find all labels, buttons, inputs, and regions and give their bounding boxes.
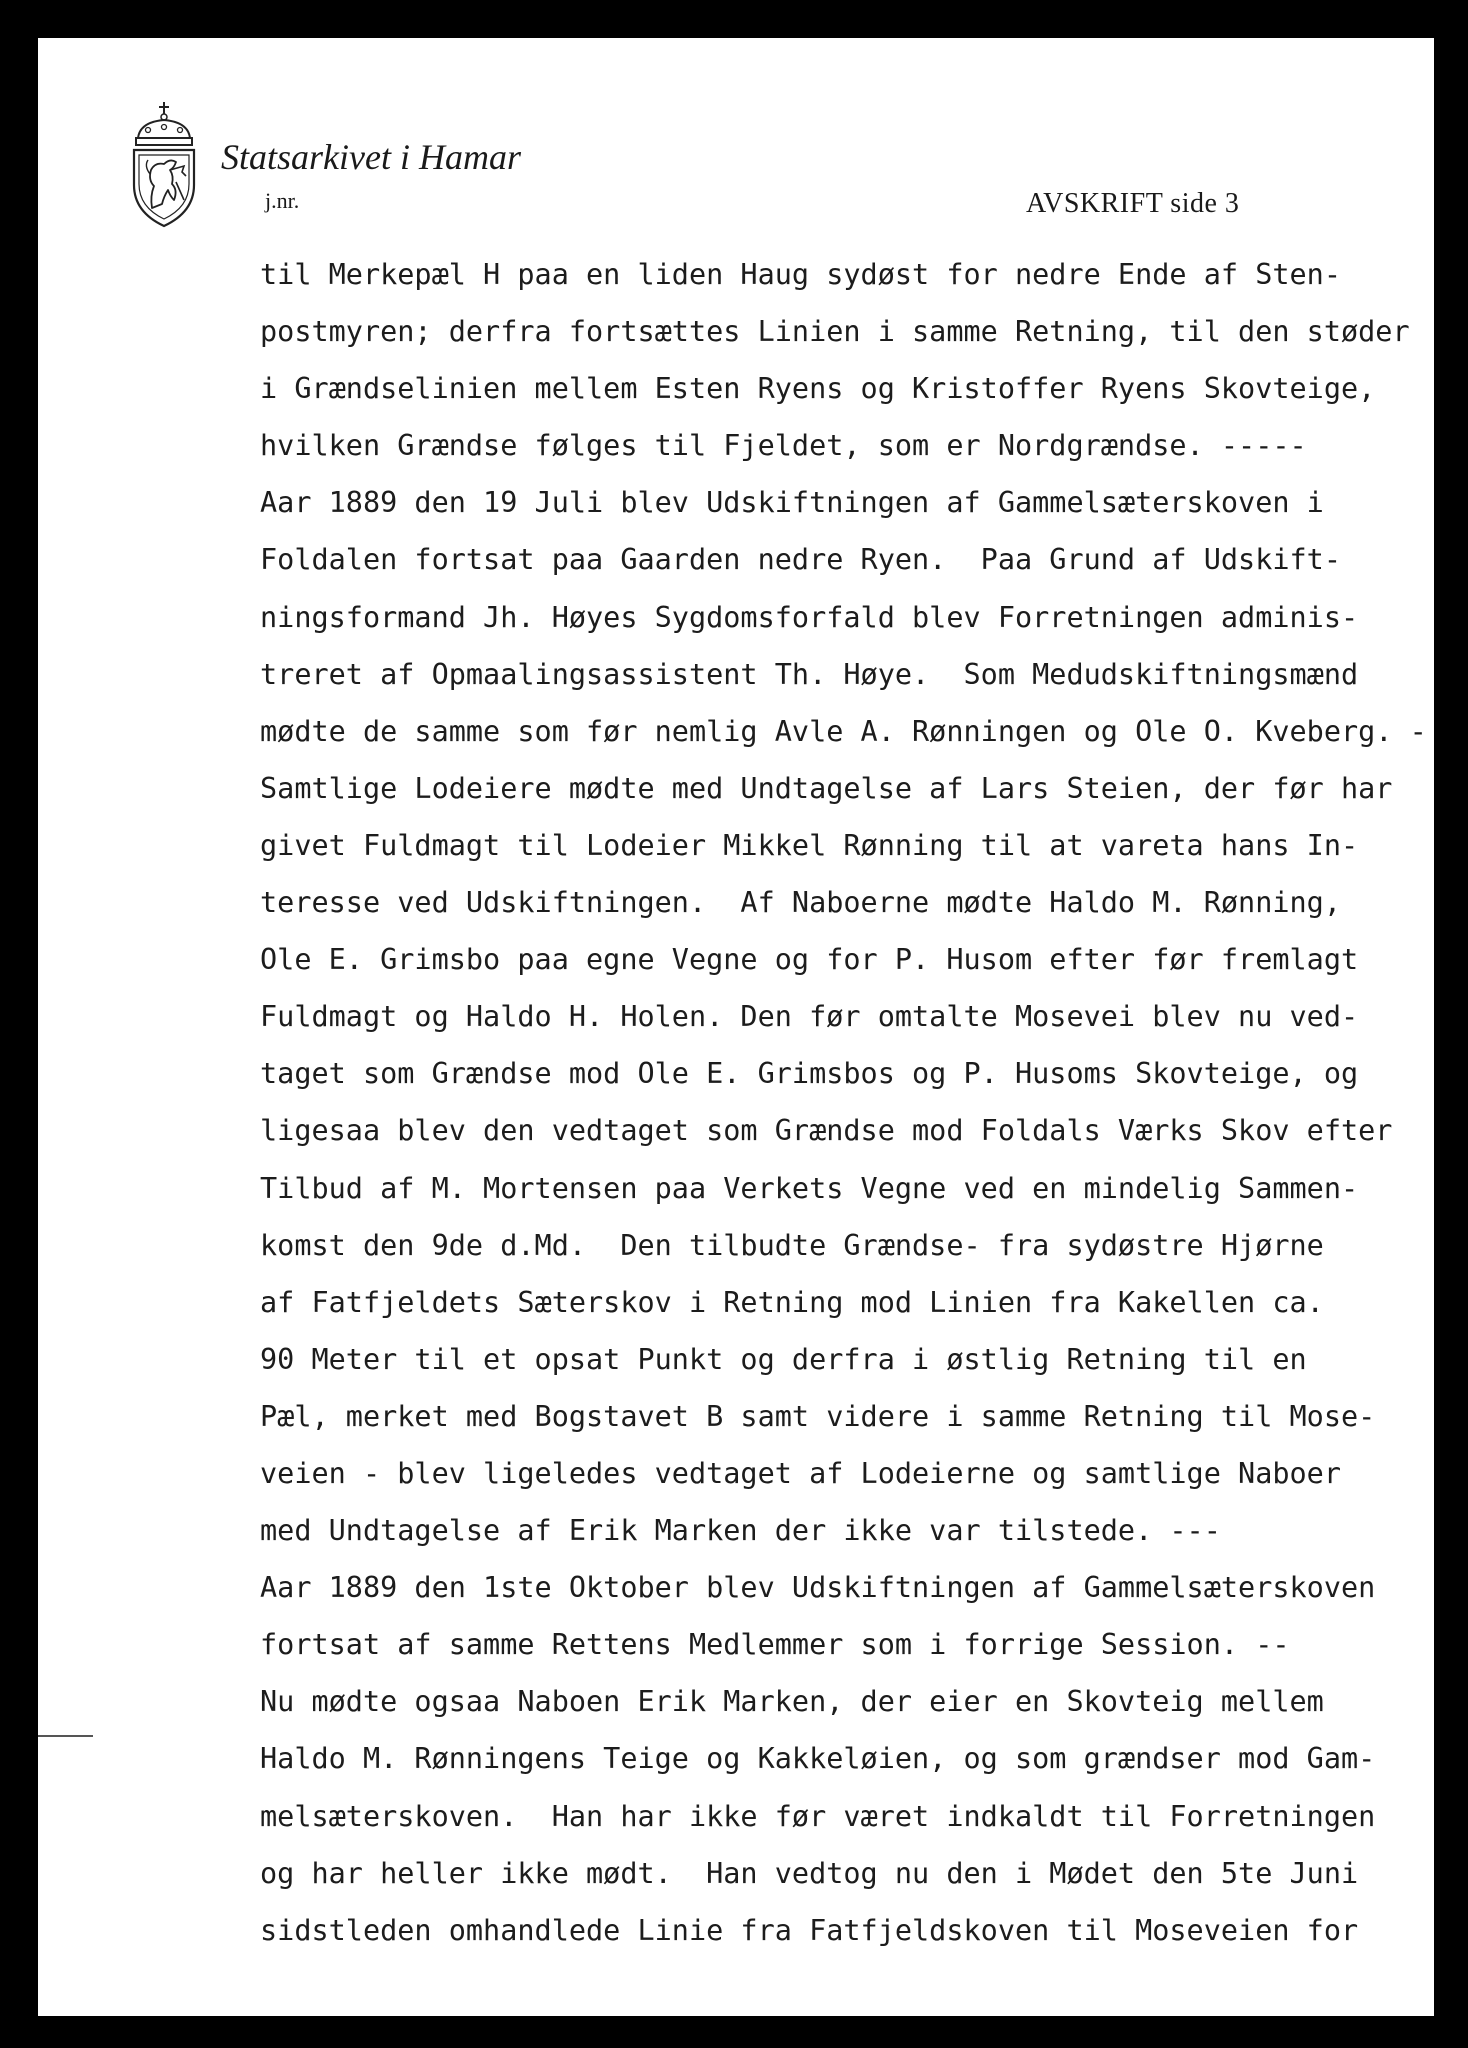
transcript-body <box>260 246 1427 1959</box>
text-line: melsæterskoven. Han har ikke før været indkaldt til Forretningen <box>260 1799 1376 1833</box>
text-line: sidstleden omhandlede Linie fra Fatfjeldskoven til Moseveien for <box>260 1913 1359 1947</box>
text-line: veien - blev ligeledes vedtaget af Lodeierne og samtlige Naboer <box>260 1456 1341 1490</box>
text-line: treret af Opmaalingsassistent Th. Høye. Som Medudskiftningsmænd <box>260 657 1359 691</box>
text-line: og har heller ikke mødt. Han vedtog nu den i Mødet den 5te Juni <box>260 1856 1359 1890</box>
text-line: Foldalen fortsat paa Gaarden nedre Ryen. Paa Grund af Udskift- <box>260 543 1341 577</box>
text-line: Ole E. Grimsbo paa egne Vegne og for P. Husom efter før fremlagt <box>260 943 1359 977</box>
text-line: hvilken Grændse følges til Fjeldet, som er Nordgrændse. ----- <box>260 429 1307 463</box>
text-line: til Merkepæl H paa en liden Haug sydøst for nedre Ende af Sten- <box>260 258 1341 291</box>
norwegian-lion-crest-icon <box>124 100 204 230</box>
text-line: givet Fuldmagt til Lodeier Mikkel Rønning til at vareta hans In- <box>260 828 1359 862</box>
text-line: af Fatfjeldets Sæterskov i Retning mod Linien fra Kakellen ca. <box>260 1285 1324 1319</box>
archive-name: Statsarkivet i Hamar <box>221 137 521 177</box>
margin-tick <box>38 1735 93 1737</box>
text-line: Fuldmagt og Haldo H. Holen. Den før omtalte Mosevei blev nu ved- <box>260 1000 1359 1034</box>
text-line: Haldo M. Rønningens Teige og Kakkeløien, og som grændser mod Gam- <box>260 1742 1376 1776</box>
text-line: teresse ved Udskiftningen. Af Naboerne mødte Haldo M. Rønning, <box>260 886 1341 920</box>
text-line: ligesaa blev den vedtaget som Grændse mod Foldals Værks Skov efter <box>260 1114 1393 1148</box>
journal-number-label: j.nr. <box>265 188 300 213</box>
text-line: Aar 1889 den 19 Juli blev Udskiftningen af Gammelsæterskoven i <box>260 486 1324 520</box>
text-line: i Grændselinien mellem Esten Ryens og Kristoffer Ryens Skovteige, <box>260 372 1376 406</box>
text-line: taget som Grændse mod Ole E. Grimsbos og P. Husoms Skovteige, og <box>260 1057 1359 1091</box>
text-line: Pæl, merket med Bogstavet B samt videre i samme Retning til Mose- <box>260 1399 1376 1433</box>
text-line: komst den 9de d.Md. Den tilbudte Grændse- fra sydøstre Hjørne <box>260 1228 1324 1262</box>
text-line: Nu mødte ogsaa Naboen Erik Marken, der eier en Skovteig mellem <box>260 1685 1324 1719</box>
text-line: mødte de samme som før nemlig Avle A. Rønningen og Ole O. Kveberg. - <box>260 714 1427 748</box>
text-line: Aar 1889 den 1ste Oktober blev Udskiftningen af Gammelsæterskoven <box>260 1571 1376 1605</box>
page-label: AVSKRIFT side 3 <box>1026 188 1240 219</box>
text-line: Tilbud af M. Mortensen paa Verkets Vegne ved en mindelig Sammen- <box>260 1171 1359 1205</box>
text-line: med Undtagelse af Erik Marken der ikke var tilstede. --- <box>260 1514 1221 1548</box>
document-page <box>38 38 1434 2016</box>
text-line: Samtlige Lodeiere mødte med Undtagelse af Lars Steien, der før har <box>260 771 1393 805</box>
text-line: postmyren; derfra fortsættes Linien i samme Retning, til den støder <box>260 315 1410 349</box>
text-line: ningsformand Jh. Høyes Sygdomsforfald blev Forretningen adminis- <box>260 600 1359 634</box>
text-line: fortsat af samme Rettens Medlemmer som i forrige Session. -- <box>260 1628 1290 1662</box>
text-line: 90 Meter til et opsat Punkt og derfra i østlig Retning til en <box>260 1342 1307 1376</box>
